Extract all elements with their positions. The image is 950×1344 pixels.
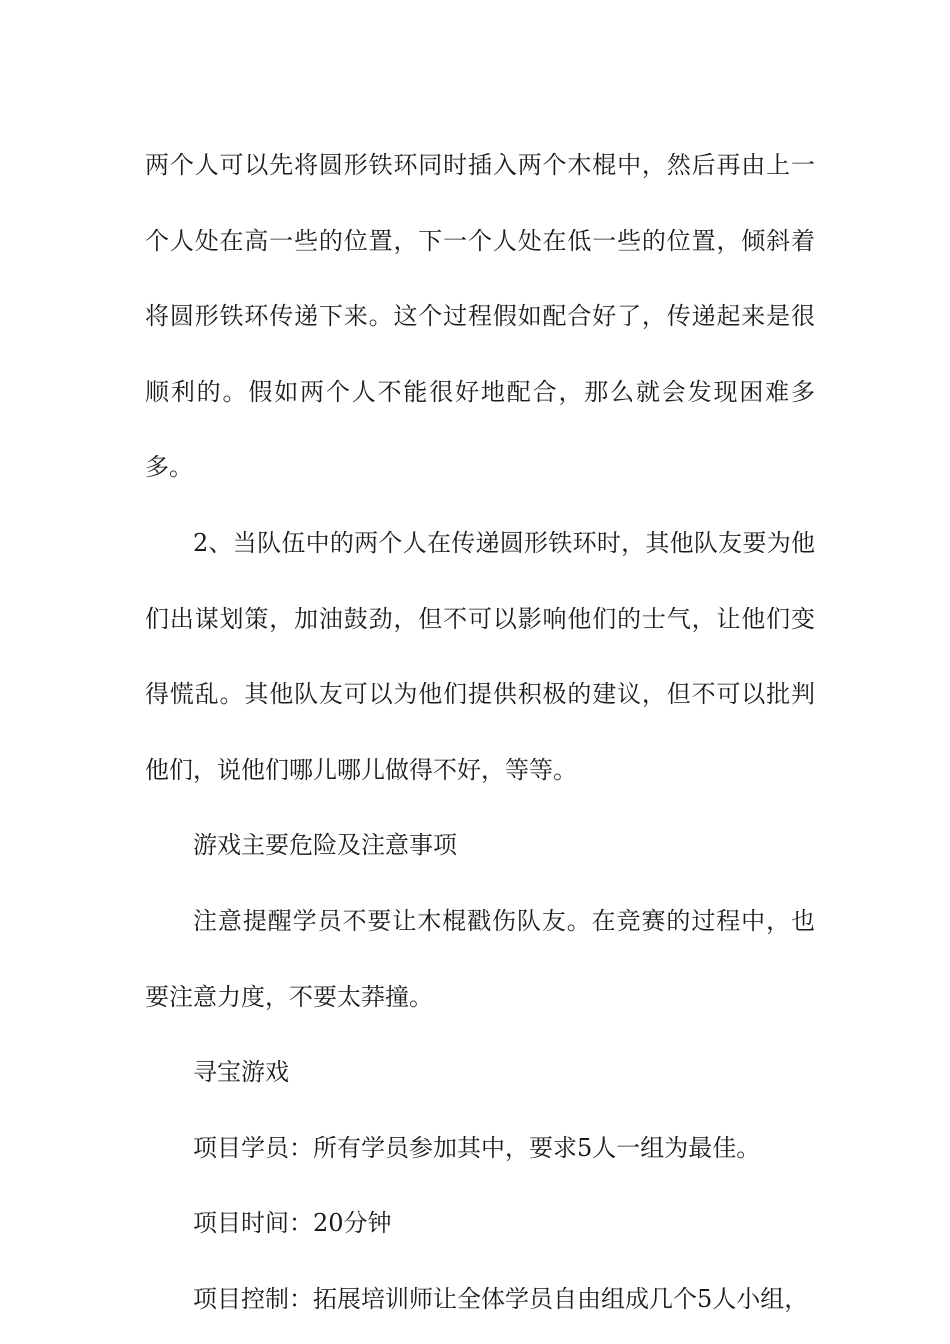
paragraph-safety-note: 注意提醒学员不要让木棍戳伤队友。在竞赛的过程中，也要注意力度，不要太莽撞。: [145, 906, 815, 1011]
paragraph-passing-method: 两个人可以先将圆形铁环同时插入两个木棍中，然后再由上一个人处在高一些的位置，下一个人处在低一些的位置，倾斜着将圆形铁环传递下来。这个过程假如配合好了，传递起来是很顺利的。假如两个人不能很好地配合，那么就会发现困难多多。: [145, 151, 815, 482]
section-heading-treasure-hunt: 寻宝游戏: [193, 1058, 289, 1087]
document-body: [145, 128, 815, 1338]
section-heading-risks: 游戏主要危险及注意事项: [193, 831, 457, 860]
paragraph-duration: 项目时间：20分钟: [193, 1209, 392, 1238]
paragraph-participants: 项目学员：所有学员参加其中，要求5人一组为最佳。: [193, 1133, 761, 1162]
paragraph-control: 项目控制：拓展培训师让全体学员自由组成几个5人小组，: [193, 1284, 809, 1313]
paragraph-teammate-support: 2、当队伍中的两个人在传递圆形铁环时，其他队友要为他们出谋划策，加油鼓劲，但不可以影响他们的士气，让他们变得慌乱。其他队友可以为他们提供积极的建议，但不可以批判他们，说他们哪儿哪儿做得不好，等等。: [145, 528, 815, 784]
